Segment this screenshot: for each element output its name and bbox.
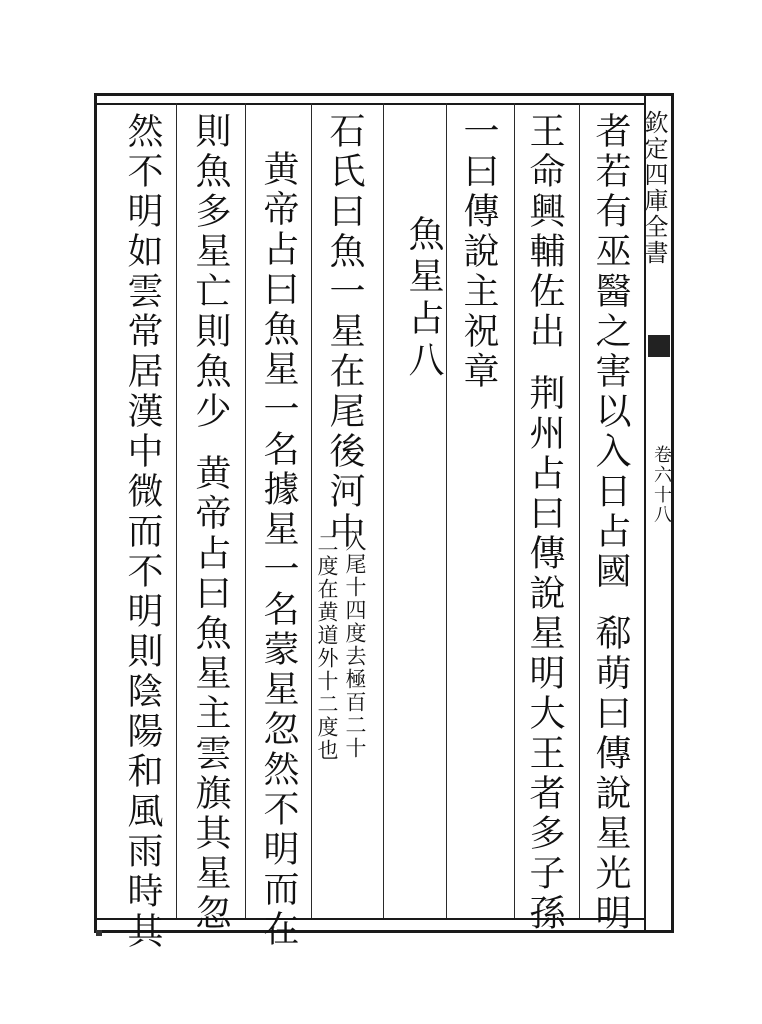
- text-column-7: [190, 112, 230, 934]
- margin-volume: 卷六十八: [651, 445, 672, 525]
- fish-tail-mark: [648, 335, 670, 357]
- column-text-continued: 郗萌曰傳說星光明: [590, 614, 631, 934]
- margin-book-title: 欽定四庫全書: [640, 110, 668, 266]
- text-column-8: [122, 112, 162, 952]
- column-rule: [514, 103, 515, 918]
- annotation-right: 入尾十四度去極百二十: [343, 530, 367, 760]
- annotation-left: 二度在黄道外十二度也: [315, 532, 339, 762]
- section-heading: 魚星占八: [403, 215, 444, 383]
- column-text: 石氏曰魚一星在尾後河中: [324, 112, 365, 552]
- column-text: 黄帝占曰魚星一名據星一名蒙星忽然不明而在: [258, 150, 299, 950]
- column-text: 一曰傳說主祝章: [458, 112, 499, 392]
- ink-speck: [96, 930, 102, 936]
- column-text-continued: 荆州占曰傳說星明大王者多子孫: [524, 374, 565, 934]
- column-text: 則魚多星亡則魚少: [190, 112, 231, 432]
- column-rule: [245, 103, 246, 918]
- column-rule: [383, 103, 384, 918]
- column-text: 然不明如雲常居漢中微而不明則陰陽和風雨時其: [122, 112, 163, 952]
- text-column-1: [590, 112, 630, 934]
- column-rule: [579, 103, 580, 918]
- text-column-3: [458, 112, 498, 392]
- column-rule: [311, 103, 312, 918]
- text-column-2: [524, 112, 564, 934]
- column-text: 王命興輔佐出: [524, 112, 565, 352]
- text-column-6: [258, 150, 298, 950]
- column-text: 者若有巫醫之害以入日占國: [590, 112, 631, 592]
- text-column-5: [324, 112, 364, 552]
- page-border: [94, 93, 674, 933]
- column-text-continued: 黄帝占曰魚星主雲旗其星忽: [190, 454, 231, 934]
- column-rule: [176, 103, 177, 918]
